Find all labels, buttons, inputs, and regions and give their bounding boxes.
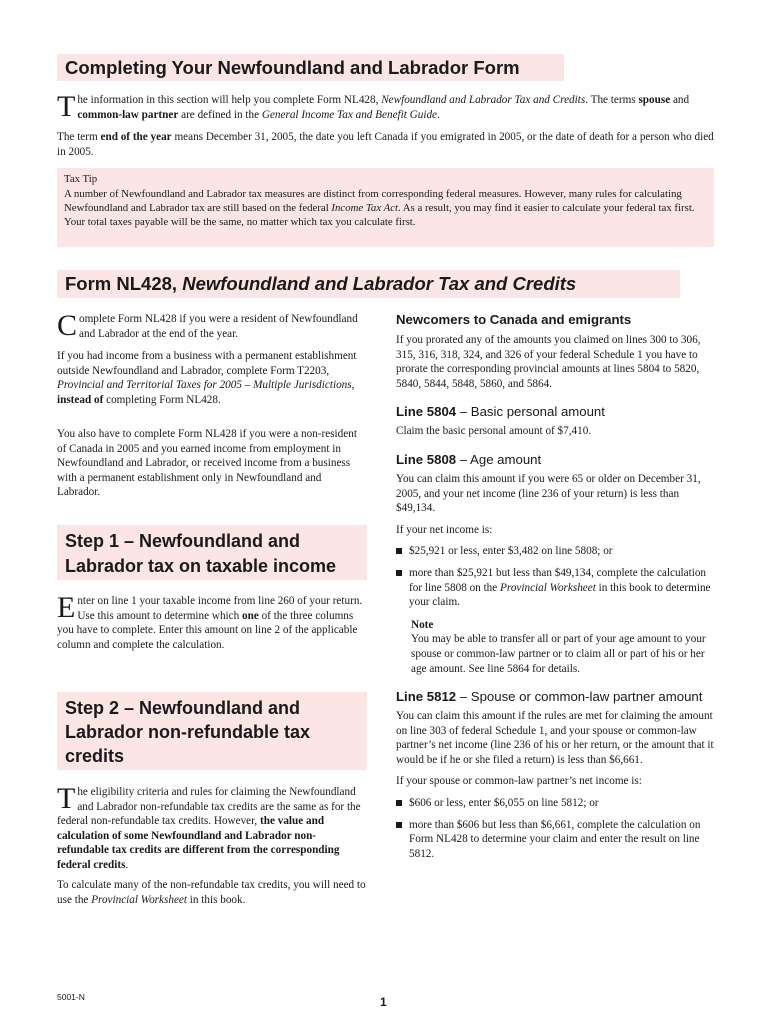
step2-paragraph-2: To calculate many of the non-refundable tax credits, you will need to use the Provincial Worksheet in this book. <box>57 879 366 906</box>
line-5808-text: You can claim this amount if you were 65 or older on December 31, 2005, and your net income (line 236 of your return) is less than $49,134. <box>396 472 701 515</box>
dropcap: E <box>57 591 76 624</box>
left-para-2: If you had income from a business with a permanent establishment outside Newfoundland and Labrador, complete Form T2203, Provincial and Territorial Taxes for 2005 – Multiple Jurisdictions, instead of completing Form NL428. <box>57 350 357 406</box>
line-5812-heading: Line 5812 – Spouse or common-law partner amount <box>396 689 703 705</box>
list-item: $25,921 or less, enter $3,482 on line 5808; or <box>396 544 716 559</box>
list-item: more than $606 but less than $6,661, complete the calculation on Form NL428 to determine your claim and enter the result on line 5812. <box>396 818 716 862</box>
step1-paragraph: Enter on line 1 your taxable income from line 260 of your return. Use this amount to determine which one of the three columns you have to complete. Enter this amount on line 2 of the applicable column and complete the calculation. <box>57 591 363 651</box>
step1-bar <box>57 525 367 580</box>
list-item: more than $25,921 but less than $49,134, complete the calculation for line 5808 on the Provincial Worksheet in this book to determine your claim. <box>396 566 716 610</box>
left-para-1: Complete Form NL428 if you were a resident of Newfoundland and Labrador at the end of the year. <box>57 309 358 342</box>
page-title: Completing Your Newfoundland and Labrador Form <box>65 57 520 78</box>
dropcap: T <box>57 90 76 123</box>
note-title: Note <box>411 618 434 631</box>
tax-tip-title: Tax Tip <box>64 173 98 185</box>
list-item: $606 or less, enter $6,055 on line 5812; or <box>396 796 716 811</box>
intro-paragraph-2: The term end of the year means December 31, 2005, the date you left Canada if you emigrated in 2005, or the date of death for a person who died in 2005. <box>57 131 714 158</box>
step2-bar <box>57 692 367 770</box>
step2-title: Step 2 – Newfoundland and Labrador non-refundable tax credits <box>65 698 311 766</box>
step2-paragraph-1: The eligibility criteria and rules for claiming the Newfoundland and Labrador non-refundable tax credits are the same as for the federal non-refundable tax credits. However, the value and calculation of some Newfoundland and Labrador non-refundable tax credits are different from the corresponding federal credits. <box>57 782 361 871</box>
newcomers-text: If you prorated any of the amounts you claimed on lines 300 to 306, 315, 316, 318, 324, and 326 of your federal Schedule 1 you have to prorate the corresponding provincial amounts at lines 5804 to 5820, 5840, 5844, 5848, 5860, and 5864. <box>396 334 701 390</box>
bullet-icon <box>396 570 402 576</box>
line-5812-text: You can claim this amount if the rules are met for claiming the amount on line 303 of federal Schedule 1, and your spouse or common-law partner’s net income (line 236 of his or her return, or the amount that it would be if he or she filed a return) is less than $6,661. <box>396 710 714 766</box>
bullet-icon <box>396 548 402 554</box>
line-5808-if: If your net income is: <box>396 523 493 536</box>
note-text: You may be able to transfer all or part of your age amount to your spouse or common-law partner or to claim all or part of his or her age amount. See line 5864 for details. <box>411 633 706 675</box>
line-5812-if: If your spouse or common-law partner’s net income is: <box>396 775 642 788</box>
form-section-title: Form NL428, Newfoundland and Labrador Tax and Credits <box>65 273 577 294</box>
note-block <box>396 618 706 676</box>
intro-paragraph-1: The information in this section will help you complete Form NL428, Newfoundland and Labrador Tax and Credits. The terms spouse and common-law partner are defined in the General Income Tax and Benefit Guide. <box>57 90 690 123</box>
line-5804-text: Claim the basic personal amount of $7,410. <box>396 425 592 438</box>
dropcap: T <box>57 782 76 815</box>
form-section-bar <box>57 270 680 298</box>
tax-tip-text: A number of Newfoundland and Labrador tax measures are distinct from corresponding federal measures. However, many rules for calculating Newfoundland and Labrador tax are still based on the federal Income Tax Act. As a result, you may find it easier to calculate your federal tax first. Your total taxes payable will be the same, no matter which tax you calculate first. <box>64 187 695 229</box>
line-5804-heading: Line 5804 – Basic personal amount <box>396 404 605 420</box>
page-title-bar <box>57 54 564 81</box>
page-number: 1 <box>380 995 387 1009</box>
tax-tip-box <box>57 168 714 247</box>
newcomers-heading: Newcomers to Canada and emigrants <box>396 312 632 327</box>
left-para-3: You also have to complete Form NL428 if you were a non-resident of Canada in 2005 and you earned income from employment in Newfoundland and Labrador, or received income from a business with a permanent establishment only in Newfoundland and Labrador. <box>57 428 357 499</box>
right-column <box>396 311 716 861</box>
bullet-icon <box>396 822 402 828</box>
form-code: 5001-N <box>57 992 85 1002</box>
bullet-icon <box>396 800 402 806</box>
dropcap: C <box>57 309 78 342</box>
step1-title: Step 1 – Newfoundland and Labrador tax on taxable income <box>65 531 337 576</box>
line-5808-heading: Line 5808 – Age amount <box>396 451 542 467</box>
